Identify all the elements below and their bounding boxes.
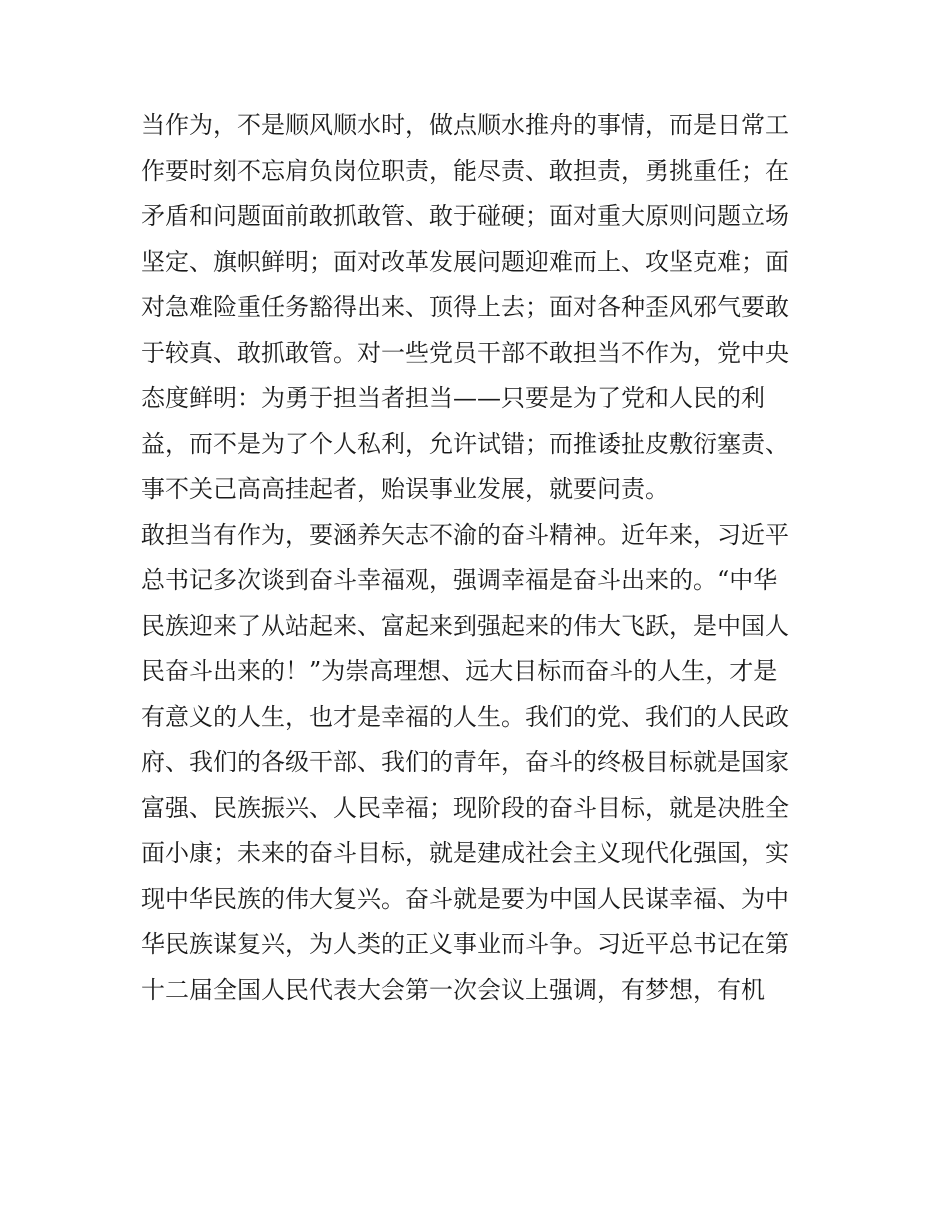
text-line: 面小康；未来的奋斗目标，就是建成社会主义现代化强国，实 — [141, 839, 789, 867]
body-text — [141, 103, 821, 1013]
text-line: 敢担当有作为，要涵养矢志不渝的奋斗精神。近年来，习近平 — [141, 520, 789, 549]
text-line: 富强、民族振兴、人民幸福；现阶段的奋斗目标，就是决胜全 — [141, 793, 789, 822]
text-line: 作要时刻不忘肩负岗位职责，能尽责、敢担责，勇挑重任；在 — [141, 156, 789, 185]
text-line: 态度鲜明：为勇于担当者担当——只要是为了党和人民的利 — [141, 384, 765, 412]
text-line: 现中华民族的伟大复兴。奋斗就是要为中国人民谋幸福、为中 — [141, 884, 789, 913]
text-line: 当作为，不是顺风顺水时，做点顺水推舟的事情，而是日常工 — [141, 111, 789, 139]
text-line: 坚定、旗帜鲜明；面对改革发展问题迎难而上、攻坚克难；面 — [141, 247, 789, 276]
text-line: 民族迎来了从站起来、富起来到强起来的伟大飞跃，是中国人 — [141, 611, 789, 640]
text-line: 十二届全国人民代表大会第一次会议上强调，有梦想，有机 — [141, 975, 765, 1004]
text-line: 于较真、敢抓敢管。对一些党员干部不敢担当不作为，党中央 — [141, 338, 789, 367]
text-line: 矛盾和问题面前敢抓敢管、敢于碰硬；面对重大原则问题立场 — [141, 202, 789, 230]
text-line: 府、我们的各级干部、我们的青年，奋斗的终极目标就是国家 — [141, 748, 789, 776]
text-line: 事不关己高高挂起者，贻误事业发展，就要问责。 — [141, 475, 669, 503]
text-line: 民奋斗出来的！”为崇高理想、远大目标而奋斗的人生，才是 — [141, 657, 778, 685]
text-line: 华民族谋复兴，为人类的正义事业而斗争。习近平总书记在第 — [141, 930, 789, 958]
text-line: 总书记多次谈到奋斗幸福观，强调幸福是奋斗出来的。“中华 — [141, 566, 778, 594]
text-line: 益，而不是为了个人私利，允许试错；而推诿扯皮敷衍塞责、 — [141, 429, 789, 458]
text-line: 有意义的人生，也才是幸福的人生。我们的党、我们的人民政 — [141, 702, 789, 731]
text-line: 对急难险重任务豁得出来、顶得上去；面对各种歪风邪气要敢 — [141, 293, 789, 321]
